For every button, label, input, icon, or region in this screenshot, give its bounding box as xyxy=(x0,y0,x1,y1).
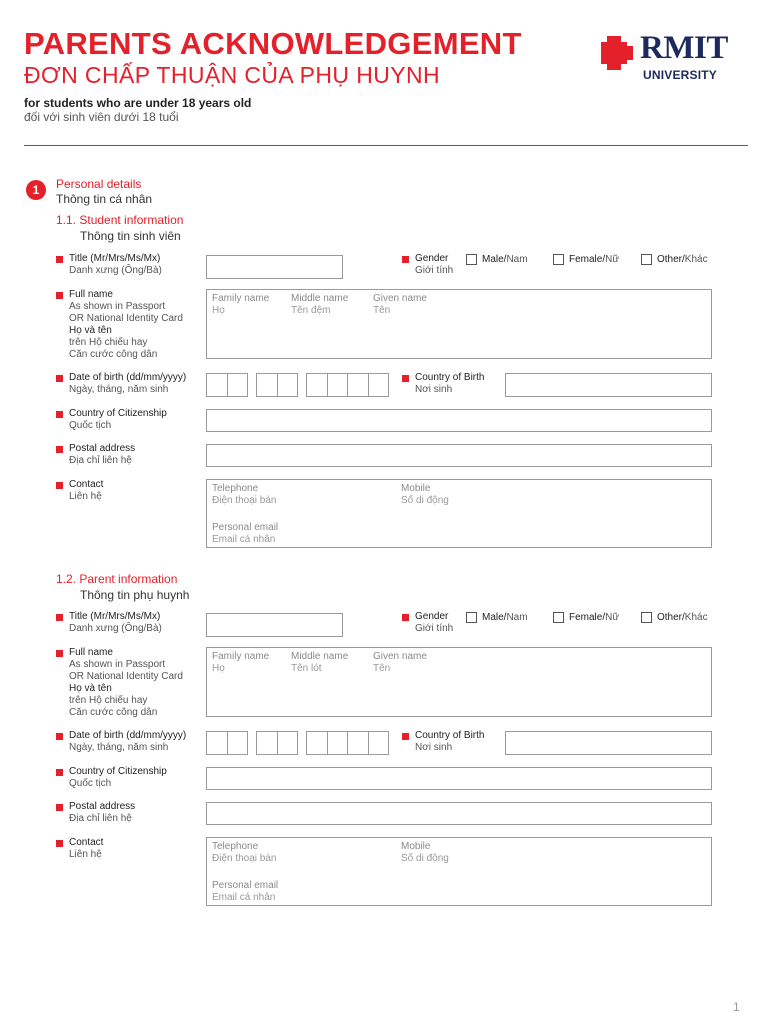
citizenship-label: Country of Citizenship Quốc tịch xyxy=(69,408,167,431)
student-gender-male-checkbox[interactable] xyxy=(466,254,477,265)
parent-gender-female-checkbox[interactable] xyxy=(553,612,564,623)
header-divider xyxy=(24,145,748,146)
student-dob-year-input[interactable] xyxy=(306,373,389,397)
gender-label: Gender Giới tính xyxy=(415,611,454,634)
family-name-label: Family name Họ xyxy=(212,651,270,674)
page-subtitle: for students who are under 18 years old xyxy=(24,96,252,110)
logo-university: UNIVERSITY xyxy=(643,68,718,82)
bullet-marker xyxy=(402,733,409,740)
dob-label: Date of birth (dd/mm/yyyy) Ngày, tháng, năm sinh xyxy=(69,372,187,395)
parent-heading-vi: Thông tin phụ huynh xyxy=(80,588,190,602)
bullet-marker xyxy=(402,375,409,382)
parent-title-input[interactable] xyxy=(206,613,343,637)
other-option-label: Other/Khác xyxy=(657,612,708,623)
female-option-label: Female/Nữ xyxy=(569,254,620,265)
given-name-label: Given name Tên xyxy=(373,293,427,316)
section-number-badge: 1 xyxy=(26,180,46,200)
bullet-marker xyxy=(56,840,63,847)
page-number: 1 xyxy=(733,1000,740,1014)
parent-country-of-birth-input[interactable] xyxy=(505,731,712,755)
fullname-label: Full name As shown in Passport OR National Identity Card Họ và tên trên Hộ chiếu hay Căn cước công dân xyxy=(69,289,183,360)
parent-dob-month-input[interactable] xyxy=(256,731,298,755)
page-title: PARENTS ACKNOWLEDGEMENT xyxy=(24,26,522,61)
bullet-marker xyxy=(56,769,63,776)
section-title: Personal details xyxy=(56,177,142,191)
bullet-marker xyxy=(56,446,63,453)
bullet-marker xyxy=(56,482,63,489)
male-option-label: Male/Nam xyxy=(482,612,528,623)
page-title-vi: ĐƠN CHẤP THUẬN CỦA PHỤ HUYNH xyxy=(24,62,441,88)
mobile-label: Mobile Số di động xyxy=(401,841,449,864)
contact-label: Contact Liên hệ xyxy=(69,837,104,860)
postal-address-label: Postal address Địa chỉ liên hệ xyxy=(69,801,136,824)
student-gender-female-checkbox[interactable] xyxy=(553,254,564,265)
male-option-label: Male/Nam xyxy=(482,254,528,265)
student-fullname-input[interactable] xyxy=(206,289,712,359)
student-title-input[interactable] xyxy=(206,255,343,279)
telephone-label: Telephone Điện thoại bàn xyxy=(212,483,277,506)
parent-citizenship-input[interactable] xyxy=(206,767,712,790)
section-title-vi: Thông tin cá nhân xyxy=(56,192,153,206)
citizenship-label: Country of Citizenship Quốc tịch xyxy=(69,766,167,789)
student-gender-other-checkbox[interactable] xyxy=(641,254,652,265)
title-label: Title (Mr/Mrs/Ms/Mx) Danh xưng (Ông/Bà) xyxy=(69,611,162,634)
parent-contact-input[interactable] xyxy=(206,837,712,906)
student-country-of-birth-input[interactable] xyxy=(505,373,712,397)
mobile-label: Mobile Số di động xyxy=(401,483,449,506)
postal-address-label: Postal address Địa chỉ liên hệ xyxy=(69,443,136,466)
bullet-marker xyxy=(56,650,63,657)
bullet-marker xyxy=(56,375,63,382)
personal-email-label: Personal email Email cá nhân xyxy=(212,522,279,545)
page-subtitle-vi: đối với sinh viên dưới 18 tuổi xyxy=(24,110,179,124)
personal-email-label: Personal email Email cá nhân xyxy=(212,880,279,903)
gender-label: Gender Giới tính xyxy=(415,253,454,276)
middle-name-label: Middle name Tên đệm xyxy=(291,293,349,316)
student-heading-vi: Thông tin sinh viên xyxy=(80,229,181,243)
rmit-pixel-logo-icon xyxy=(601,36,637,70)
parent-heading: 1.2. Parent information xyxy=(56,572,178,586)
country-of-birth-label: Country of Birth Nơi sinh xyxy=(415,730,485,753)
student-dob-month-input[interactable] xyxy=(256,373,298,397)
parent-fullname-input[interactable] xyxy=(206,647,712,717)
family-name-label: Family name Họ xyxy=(212,293,270,316)
contact-label: Contact Liên hệ xyxy=(69,479,104,502)
female-option-label: Female/Nữ xyxy=(569,612,620,623)
student-postal-address-input[interactable] xyxy=(206,444,712,467)
logo-wordmark: RMIT xyxy=(640,30,728,66)
bullet-marker xyxy=(56,256,63,263)
bullet-marker xyxy=(56,292,63,299)
parent-dob-day-input[interactable] xyxy=(206,731,248,755)
other-option-label: Other/Khác xyxy=(657,254,708,265)
bullet-marker xyxy=(56,614,63,621)
parent-gender-other-checkbox[interactable] xyxy=(641,612,652,623)
title-label: Title (Mr/Mrs/Ms/Mx) Danh xưng (Ông/Bà) xyxy=(69,253,162,276)
country-of-birth-label: Country of Birth Nơi sinh xyxy=(415,372,485,395)
bullet-marker xyxy=(56,804,63,811)
bullet-marker xyxy=(56,411,63,418)
dob-label: Date of birth (dd/mm/yyyy) Ngày, tháng, năm sinh xyxy=(69,730,187,753)
given-name-label: Given name Tên xyxy=(373,651,427,674)
telephone-label: Telephone Điện thoại bàn xyxy=(212,841,277,864)
parent-gender-male-checkbox[interactable] xyxy=(466,612,477,623)
student-dob-day-input[interactable] xyxy=(206,373,248,397)
student-heading: 1.1. Student information xyxy=(56,213,184,227)
parent-dob-year-input[interactable] xyxy=(306,731,389,755)
middle-name-label: Middle name Tên lót xyxy=(291,651,349,674)
bullet-marker xyxy=(402,614,409,621)
bullet-marker xyxy=(402,256,409,263)
student-citizenship-input[interactable] xyxy=(206,409,712,432)
fullname-label: Full name As shown in Passport OR National Identity Card Họ và tên trên Hộ chiếu hay Căn cước công dân xyxy=(69,647,183,718)
parent-postal-address-input[interactable] xyxy=(206,802,712,825)
bullet-marker xyxy=(56,733,63,740)
student-contact-input[interactable] xyxy=(206,479,712,548)
